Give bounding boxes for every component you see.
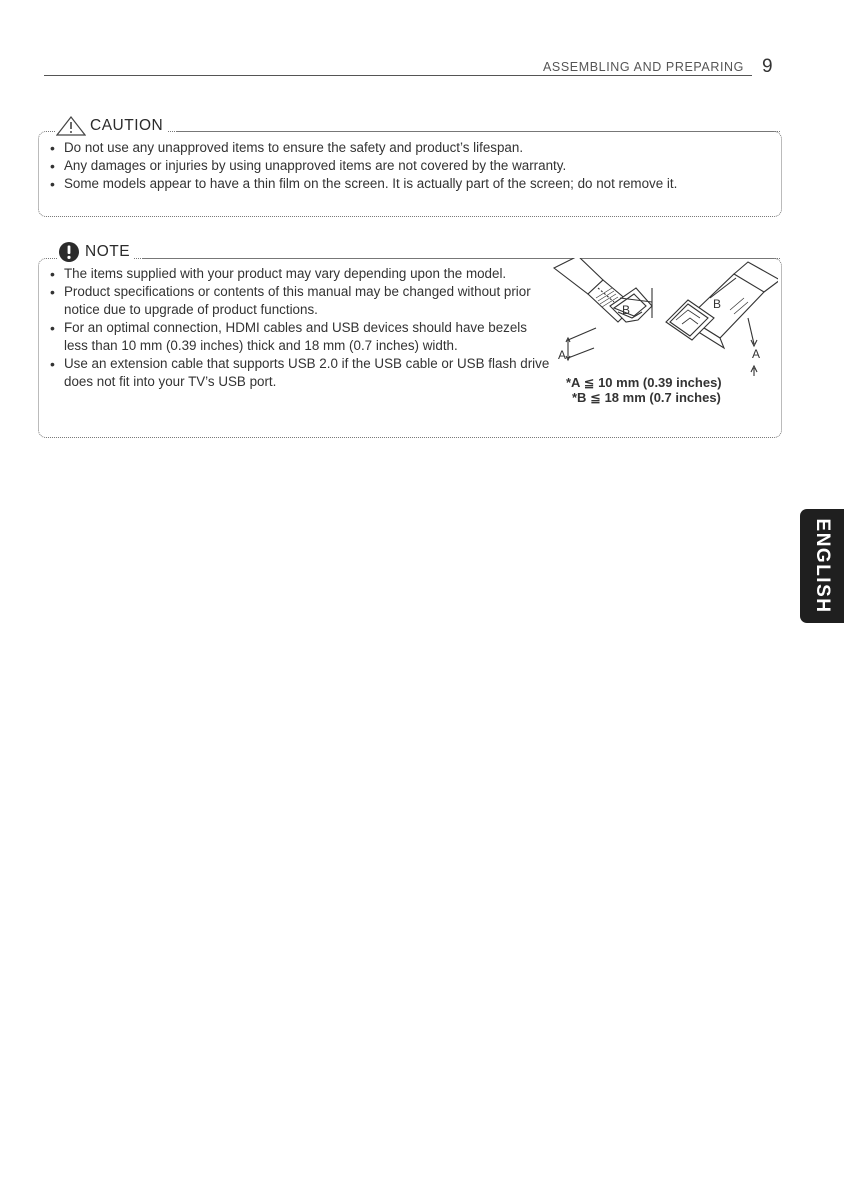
list-item: • Product specifications or contents of this manual may be changed without prior notice due to upgrade of product functions. — [50, 284, 531, 317]
note-heading — [58, 241, 134, 263]
usb-drive-drawing — [666, 262, 778, 376]
note-list — [50, 265, 550, 391]
list-item: • For an optimal connection, HDMI cables and USB devices should have bezels less than 10 mm (0.39 inches) thick and 18 mm (0.7 inches) width. — [50, 320, 527, 353]
hdmi-label-a: A — [558, 348, 567, 362]
caution-list — [50, 139, 750, 193]
hdmi-connector-drawing — [554, 258, 652, 360]
caution-rule — [176, 131, 780, 132]
usb-label-a: A — [752, 347, 761, 361]
caution-heading — [56, 116, 167, 136]
list-item: • Do not use any unapproved items to ensure the safety and product’s lifespan. — [50, 140, 524, 156]
exclamation-circle-icon — [58, 241, 80, 263]
header-rule — [44, 75, 752, 76]
hdmi-label-b: B — [622, 303, 631, 317]
spec-b-text: *B ≦ 18 mm (0.7 inches) — [572, 390, 721, 405]
warning-triangle-icon — [56, 116, 86, 136]
section-title: ASSEMBLING AND PREPARING — [542, 60, 744, 74]
list-item: • The items supplied with your product may vary depending upon the model. — [50, 266, 507, 282]
spec-a-text: *A ≦ 10 mm (0.39 inches) — [566, 375, 722, 390]
usb-label-b: B — [713, 297, 722, 311]
language-tab-label: ENGLISH — [812, 518, 833, 614]
connector-dimension-diagram — [548, 258, 778, 380]
list-item: • Use an extension cable that supports USB 2.0 if the USB cable or USB flash drive does not fit into your TV’s USB port. — [50, 356, 550, 389]
note-title: NOTE — [85, 243, 131, 260]
caution-title: CAUTION — [90, 117, 164, 134]
list-item: • Any damages or injuries by using unapproved items are not covered by the warranty. — [50, 158, 567, 174]
list-item: • Some models appear to have a thin film on the screen. It is actually part of the screen; do not remove it. — [50, 176, 678, 192]
page-number: 9 — [762, 56, 773, 77]
